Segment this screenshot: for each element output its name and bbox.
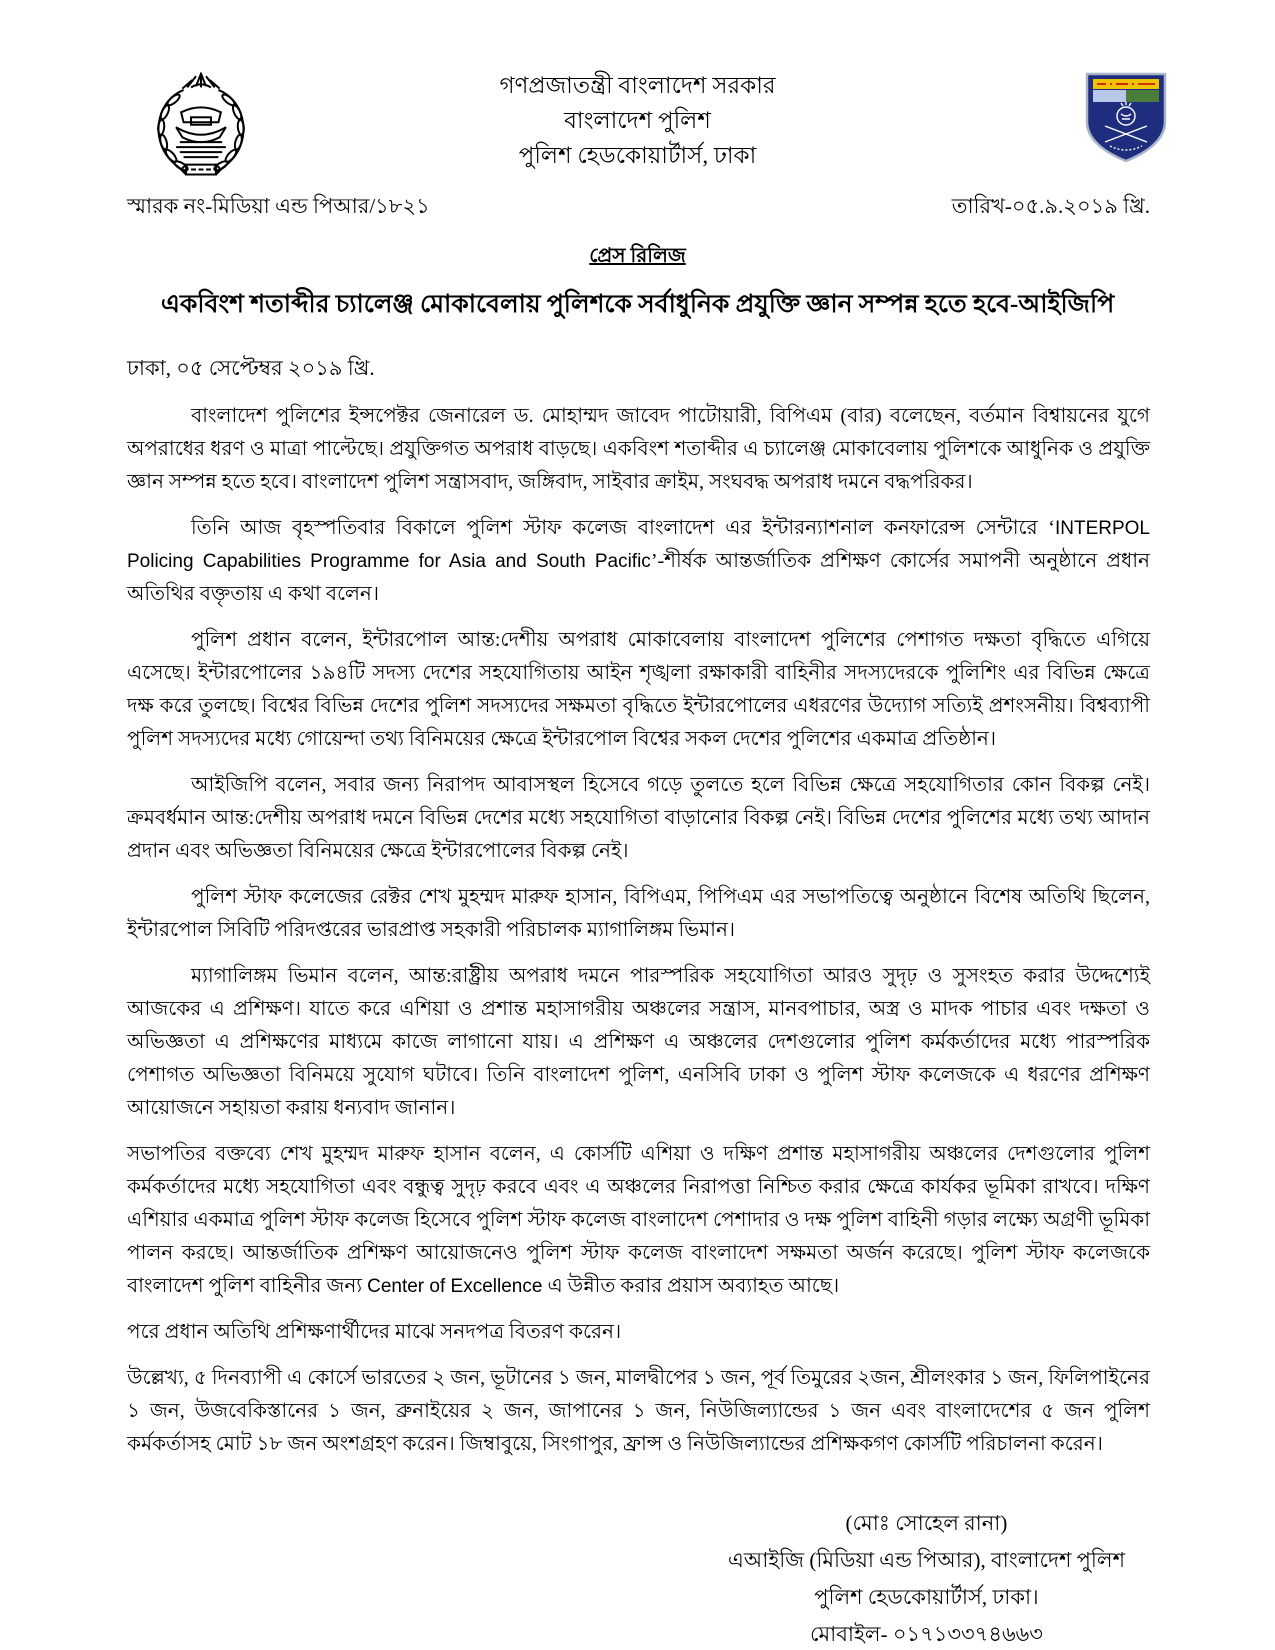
center-of-excellence-phrase: Center of Excellence: [367, 1276, 543, 1297]
body-paragraph: পুলিশ স্টাফ কলেজের রেক্টর শেখ মুহম্মদ মারুফ হাসান, বিপিএম, পিপিএম এর সভাপতিত্বে অনুষ্ঠানে বিশেষ অতিথি ছিলেন, ইন্টারপোল সিবিটি পরিদপ্তরের ভারপ্রাপ্ত সহকারী পরিচালক ম্যাগালিঙ্গম ভিমান।: [127, 886, 1150, 941]
signatory-designation: এআইজি (মিডিয়া এন্ড পিআর), বাংলাদেশ পুলিশ: [727, 1548, 1125, 1572]
dateline: ঢাকা, ০৫ সেপ্টেম্বর ২০১৯ খ্রি.: [127, 356, 375, 380]
body-paragraph: বাংলাদেশ পুলিশের ইন্সপেক্টর জেনারেল ড. মোহাম্মদ জাবেদ পাটোয়ারী, বিপিএম (বার) বলেছেন, বর্তমান বিশ্বায়নের যুগে অপরাধের ধরণ ও মাত্রা পাল্টেছে। প্রযুক্তিগত অপরাধ বাড়ছে। একবিংশ শতাব্দীর এ চ্যালেঞ্জ মোকাবেলায় পুলিশকে আধুনিক ও প্রযুক্তি জ্ঞান সম্পন্ন হতে হবে। বাংলাদেশ পুলিশ সন্ত্রাসবাদ, জঙ্গিবাদ, সাইবার ক্রাইম, সংঘবদ্ধ অপরাধ দমনে বদ্ধপরিকর।: [127, 405, 1150, 493]
government-name: গণপ্রজাতন্ত্রী বাংলাদেশ সরকার: [499, 73, 776, 98]
body-paragraph: তিনি আজ বৃহস্পতিবার বিকালে পুলিশ স্টাফ কলেজ বাংলাদেশ এর ইন্টারন্যাশনাল কনফারেন্স সেন্টারে ‘INTERPOL Policing Capabilities Programme for Asia and South Pacific’-শীর্ষক আন্তর্জাতিক প্রশিক্ষণ কোর্সের সমাপনী অনুষ্ঠানে প্রধান অতিথির বক্তৃতায় এ কথা বলেন।: [127, 517, 1150, 605]
body-paragraph: পুলিশ প্রধান বলেন, ইন্টারপোল আন্ত:দেশীয় অপরাধ মোকাবেলায় বাংলাদেশ পুলিশের পেশাগত দক্ষতা বৃদ্ধিতে এগিয়ে এসেছে। ইন্টারপোলের ১৯৪টি সদস্য দেশের সহযোগিতায় আইন শৃঙ্খলা রক্ষাকারী বাহিনীর সদস্যদেরকে পুলিশিং এর বিভিন্ন ক্ষেত্রে দক্ষ করে তুলছে। বিশ্বের বিভিন্ন দেশের পুলিশ সদস্যদের সক্ষমতা বৃদ্ধিতে ইন্টারপোলের এধরণের উদ্যোগ সত্যিই প্রশংসনীয়। বিশ্বব্যাপী পুলিশ সদস্যদের মধ্যে গোয়েন্দা তথ্য বিনিময়ের ক্ষেত্রে ইন্টারপোল বিশ্বের সকল দেশের পুলিশের একমাত্র প্রতিষ্ঠান।: [127, 629, 1150, 750]
organization-name: বাংলাদেশ পুলিশ: [564, 108, 711, 133]
police-headquarters-crest-icon: [1082, 70, 1170, 170]
headquarters-address: পুলিশ হেডকোয়ার্টার্স, ঢাকা: [518, 143, 757, 168]
interpol-course-title: INTERPOL Policing Capabilities Programme for Asia and South Pacific: [127, 518, 1150, 572]
body-paragraph: পরে প্রধান অতিথি প্রশিক্ষণার্থীদের মাঝে সনদপত্র বিতরণ করেন।: [127, 1321, 622, 1343]
signatory-office: পুলিশ হেডকোয়ার্টার্স, ঢাকা।: [814, 1585, 1039, 1609]
bangladesh-police-emblem-icon: [138, 70, 264, 187]
letter-date: তারিখ-০৫.৯.২০১৯ খ্রি.: [951, 194, 1150, 218]
headline: একবিংশ শতাব্দীর চ্যালেঞ্জ মোকাবেলায় পুলিশকে সর্বাধুনিক প্রযুক্তি জ্ঞান সম্পন্ন হতে হবে-আইজিপি: [160, 291, 1115, 318]
press-release-label: প্রেস রিলিজ: [589, 245, 686, 267]
signatory-mobile: মোবাইল- ০১৭১৩৩৭৪৬৬৩: [809, 1622, 1043, 1646]
body-paragraph: আইজিপি বলেন, সবার জন্য নিরাপদ আবাসস্থল হিসেবে গড়ে তুলতে হলে বিভিন্ন ক্ষেত্রে সহযোগিতার কোন বিকল্প নেই। ক্রমবর্ধমান আন্ত:দেশীয় অপরাধ দমনে বিভিন্ন দেশের মধ্যে সহযোগিতা বাড়ানোর বিকল্প নেই। বিভিন্ন দেশের পুলিশের মধ্যে তথ্য আদান প্রদান এবং অভিজ্ঞতা বিনিময়ের ক্ষেত্রে ইন্টারপোলের বিকল্প নেই।: [127, 774, 1150, 862]
signature-block: [728, 1505, 1125, 1650]
body-paragraph: উল্লেখ্য, ৫ দিনব্যাপী এ কোর্সে ভারতের ২ জন, ভূটানের ১ জন, মালদ্বীপের ১ জন, পূর্ব তিমুরের ২জন, শ্রীলংকার ১ জন, ফিলিপাইনের ১ জন, উজবেকিস্তানের ১ জন, ব্রুনাইয়ের ২ জন, জাপানের ১ জন, নিউজিল্যান্ডের ১ জন এবং বাংলাদেশের ৫ জন পুলিশ কর্মকর্তাসহ মোট ১৮ জন অংশগ্রহণ করেন। জিম্বাবুয়ে, সিংগাপুর, ফ্রান্স ও নিউজিল্যান্ডের প্রশিক্ষকগণ কোর্সটি পরিচালনা করেন।: [127, 1367, 1150, 1455]
signatory-name: (মোঃ সোহেল রানা): [845, 1511, 1008, 1535]
body-text: [127, 400, 1150, 1461]
letterhead: [0, 68, 1275, 180]
body-paragraph: সভাপতির বক্তব্যে শেখ মুহম্মদ মারুফ হাসান বলেন, এ কোর্সটি এশিয়া ও দক্ষিণ প্রশান্ত মহাসাগরীয় অঞ্চলের দেশগুলোর পুলিশ কর্মকর্তাদের মধ্যে সহযোগিতা এবং বন্ধুত্ব সুদৃঢ় করবে এবং এ অঞ্চলের নিরাপত্তা নিশ্চিত করার ক্ষেত্রে কার্যকর ভূমিকা রাখবে। দক্ষিণ এশিয়ার একমাত্র পুলিশ স্টাফ কলেজ হিসেবে পুলিশ স্টাফ কলেজ বাংলাদেশ পেশাদার ও দক্ষ পুলিশ বাহিনী গড়ার লক্ষ্যে অগ্রণী ভূমিকা পালন করছে। আন্তর্জাতিক প্রশিক্ষণ আয়োজনেও পুলিশ স্টাফ কলেজ বাংলাদেশ সক্ষমতা অর্জন করেছে। পুলিশ স্টাফ কলেজকে বাংলাদেশ পুলিশ বাহিনীর জন্য Center of Excellence এ উন্নীত করার প্রয়াস অব্যাহত আছে।: [127, 1143, 1150, 1297]
memo-number: স্মারক নং-মিডিয়া এন্ড পিআর/১৮২১: [127, 194, 430, 218]
body-paragraph: ম্যাগালিঙ্গম ভিমান বলেন, আন্ত:রাষ্ট্রীয় অপরাধ দমনে পারস্পরিক সহযোগিতা আরও সুদৃঢ় ও সুসংহত করার উদ্দেশ্যেই আজকের এ প্রশিক্ষণ। যাতে করে এশিয়া ও প্রশান্ত মহাসাগরীয় অঞ্চলের সন্ত্রাস, মানবপাচার, অস্ত্র ও মাদক পাচার এবং দক্ষতা ও অভিজ্ঞতা এ প্রশিক্ষণের মাধ্যমে কাজে লাগানো যায়। এ প্রশিক্ষণ এ অঞ্চলের দেশগুলোর পুলিশ কর্মকর্তাদের মধ্যে পারস্পরিক পেশাগত অভিজ্ঞতা বিনিময়ে সুযোগ ঘটাবে। তিনি বাংলাদেশ পুলিশ, এনসিবি ঢাকা ও পুলিশ স্টাফ কলেজকে এ ধরণের প্রশিক্ষণ আয়োজনে সহায়তা করায় ধন্যবাদ জানান।: [127, 965, 1150, 1119]
